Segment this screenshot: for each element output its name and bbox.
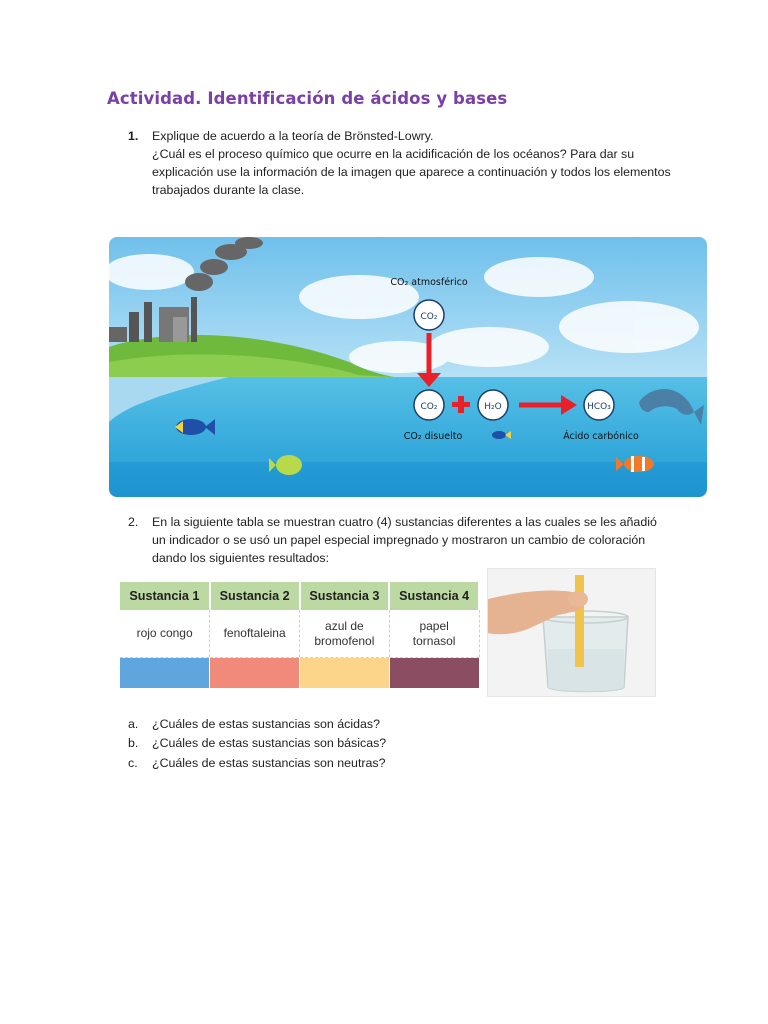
table-row-indicator — [120, 610, 479, 658]
table-row-colors — [120, 658, 479, 689]
indicator-2-line1: fenoftaleina — [223, 626, 286, 640]
header-substance-1: Sustancia 1 — [120, 582, 210, 610]
indicator-2 — [210, 610, 300, 658]
sub-question-c-letter: c. — [128, 756, 138, 770]
indicator-4-line1: papel — [419, 618, 449, 633]
sub-question-b-letter: b. — [128, 736, 139, 750]
sub-question-b-text: ¿Cuáles de estas sustancias son básicas? — [152, 736, 387, 750]
question-2-text: En la siguiente tabla se muestran cuatro (4) sustancias diferentes a las cuales se les añadió un indicador o se usó un papel especial impregnado y mostraron un cambio de coloración dando los siguientes resultados: — [152, 515, 657, 565]
co2-dissolved-label: CO₂ disuelto — [403, 431, 463, 442]
color-swatch-4 — [389, 658, 479, 689]
indicator-strip-photo — [487, 568, 656, 697]
question-1-line1: Explique de acuerdo a la teoría de Brönsted-Lowry. — [152, 129, 434, 143]
color-swatch-3 — [300, 658, 390, 689]
question-1-line2: ¿Cuál es el proceso químico que ocurre en la acidificación de los océanos? Para dar su explicación use la información de la imagen que aparece a continuación y todos los elementos trabajados durante la clase. — [152, 147, 671, 197]
sub-question-c-text: ¿Cuáles de estas sustancias son neutras? — [152, 756, 386, 770]
indicator-1 — [120, 610, 210, 658]
question-2-number: 2. — [128, 515, 139, 529]
co2-bottom-text: CO₂ — [420, 402, 438, 412]
sub-question-a-letter: a. — [128, 717, 139, 731]
indicator-3 — [300, 610, 390, 658]
h2o-text: H₂O — [484, 402, 502, 412]
hco3-text: HCO₃ — [587, 402, 611, 412]
question-1-text — [152, 127, 672, 199]
substances-table — [120, 582, 480, 688]
header-substance-2: Sustancia 2 — [210, 582, 300, 610]
h2o-molecule — [478, 390, 508, 420]
header-substance-4: Sustancia 4 — [389, 582, 479, 610]
page-title: Actividad. Identificación de ácidos y bases — [107, 89, 508, 108]
color-swatch-2 — [210, 658, 300, 689]
carbonic-acid-label: Ácido carbónico — [563, 431, 639, 442]
sub-question-a-text: ¿Cuáles de estas sustancias son ácidas? — [152, 717, 380, 731]
indicator-4-line2: tornasol — [412, 633, 456, 648]
indicator-3-line2: bromofenol — [314, 633, 375, 648]
indicator-3-line1: azul de — [325, 618, 364, 633]
co2-top-text: CO₂ — [420, 312, 438, 322]
ocean-acidification-illustration — [109, 237, 707, 497]
hco3-molecule — [584, 390, 614, 420]
color-swatch-1 — [120, 658, 210, 689]
co2-top-molecule — [414, 300, 444, 330]
table-header-row — [120, 582, 479, 610]
co2-atmospheric-label: CO₂ atmosférico — [390, 277, 468, 288]
question-1-number: 1. — [128, 129, 139, 143]
indicator-4 — [389, 610, 479, 658]
header-substance-3: Sustancia 3 — [300, 582, 390, 610]
co2-bottom-molecule — [414, 390, 444, 420]
indicator-1-line1: rojo congo — [136, 626, 193, 640]
indicator-strip — [575, 575, 584, 667]
